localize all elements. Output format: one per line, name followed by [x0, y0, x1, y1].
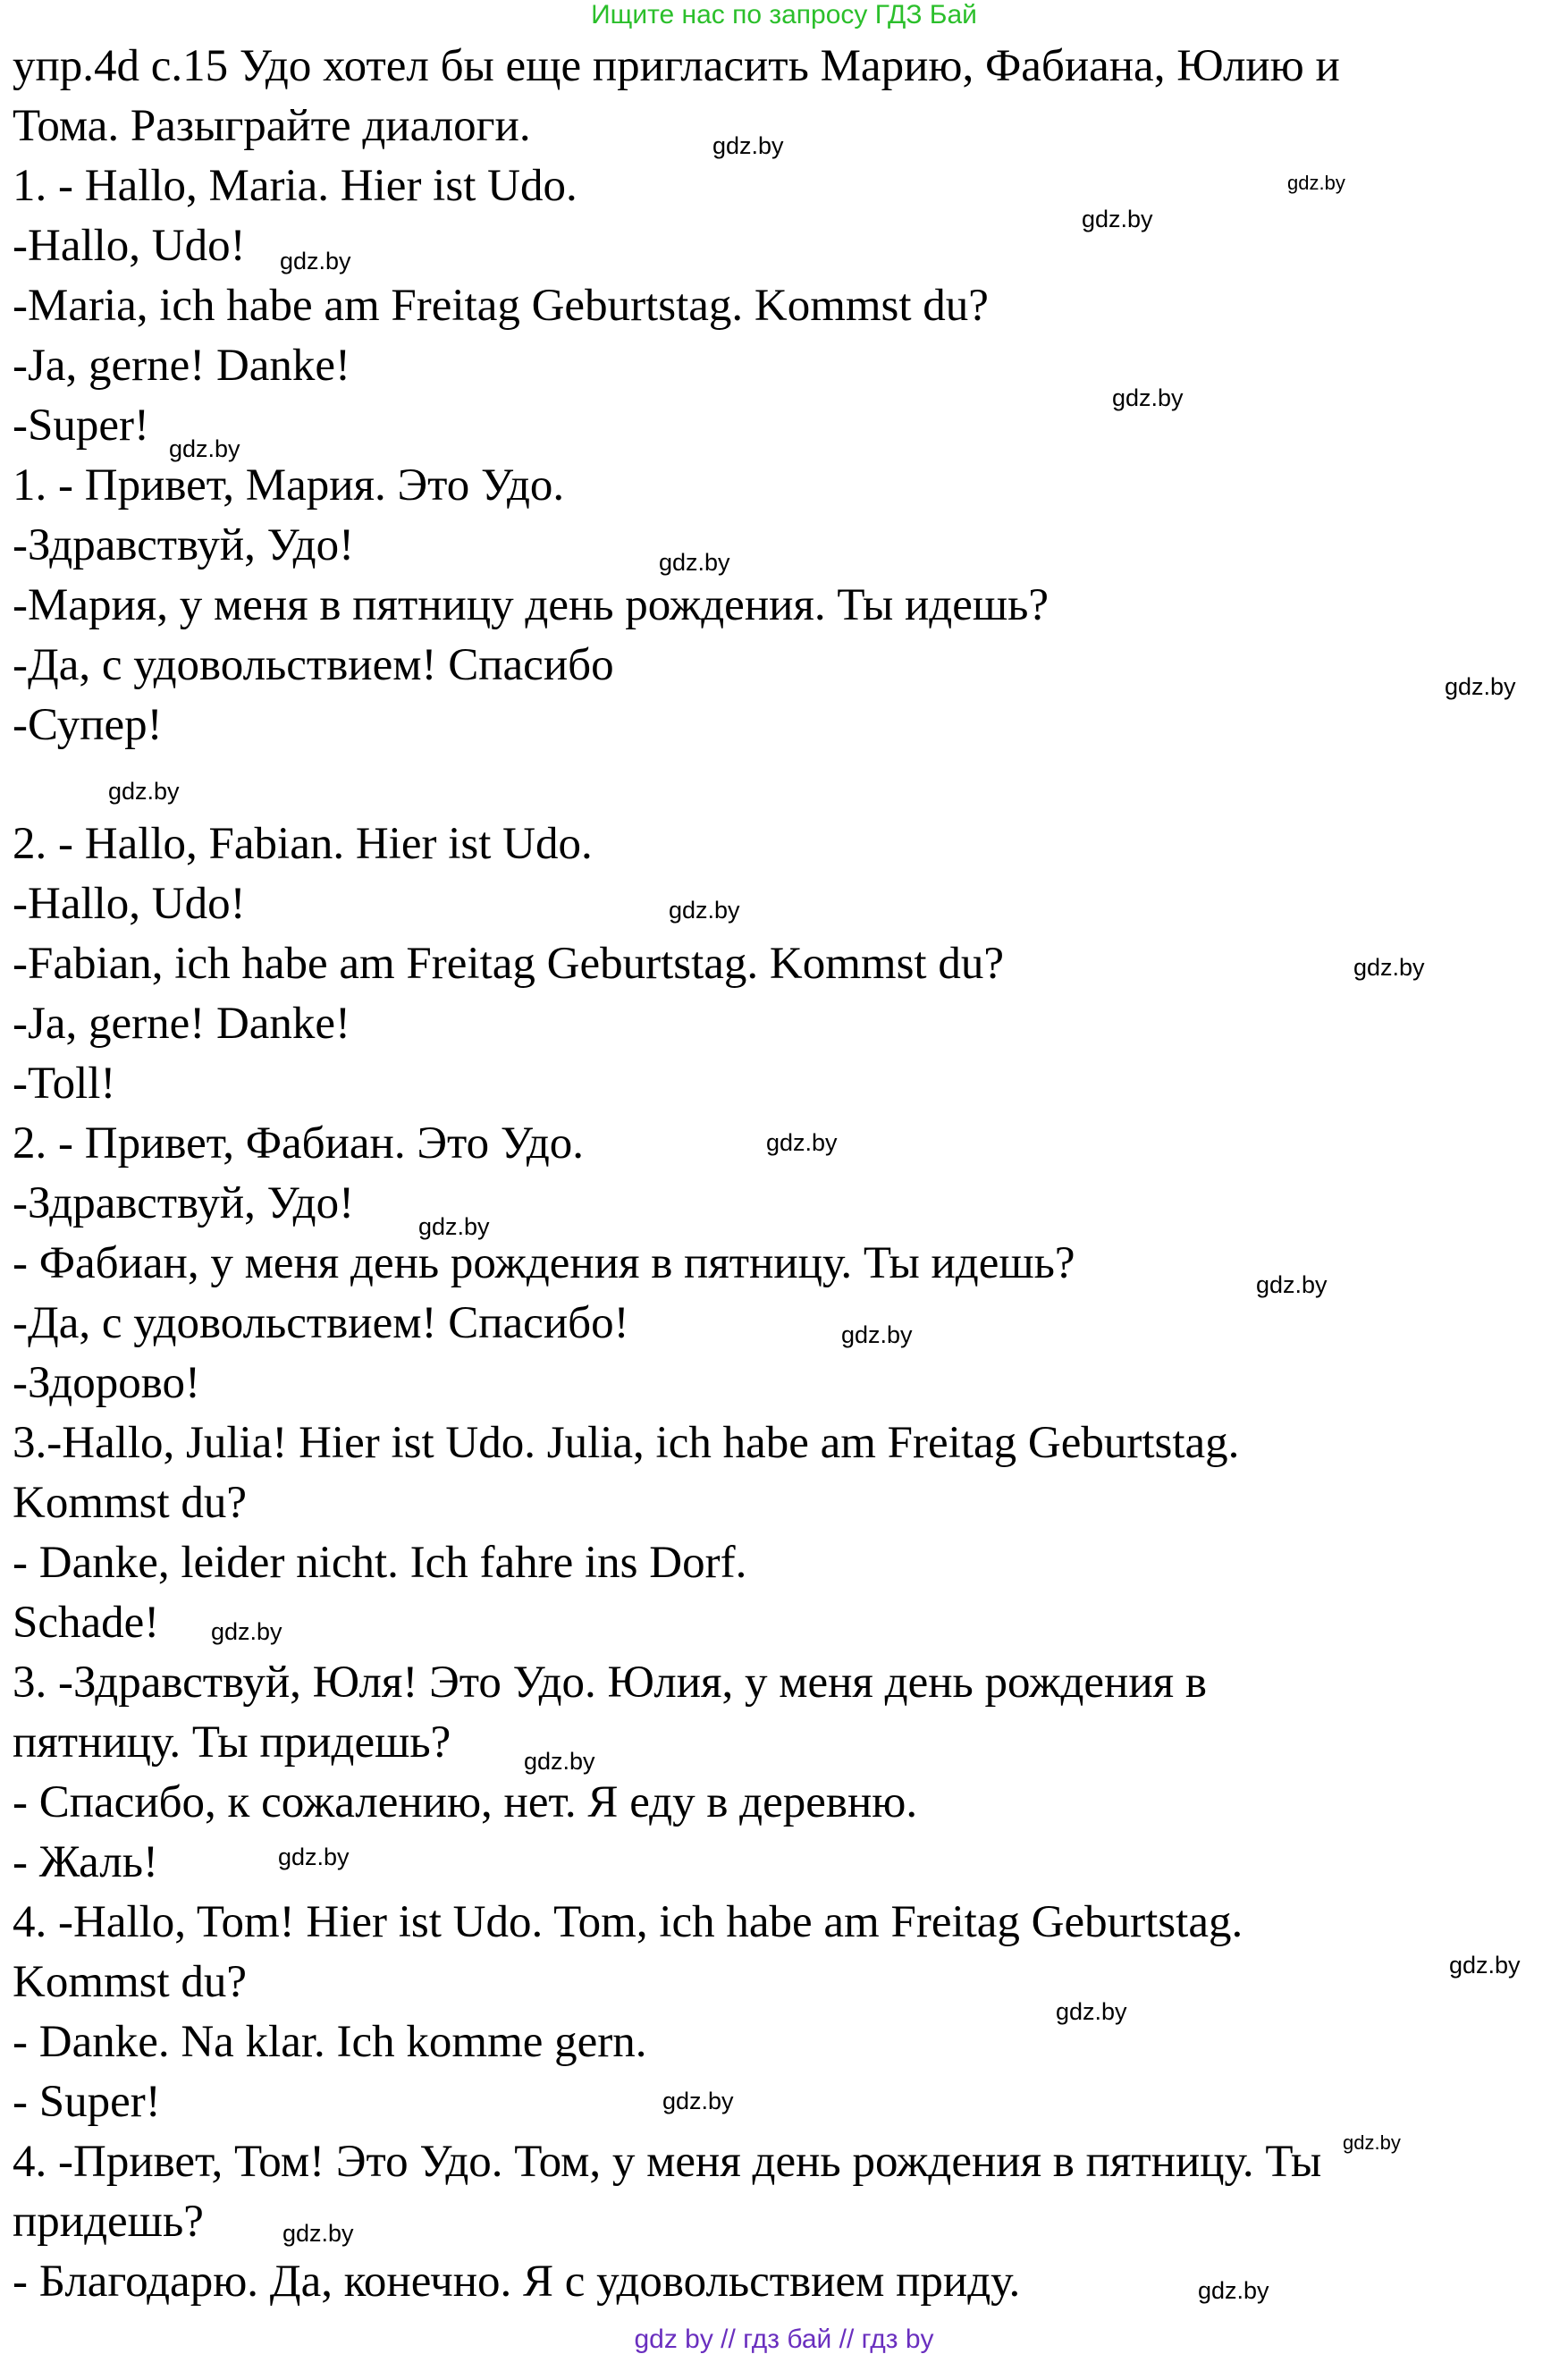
text-line: 1. - Привет, Мария. Это Удо.: [13, 460, 565, 510]
watermark: gdz.by: [841, 1321, 913, 1348]
watermark: gdz.by: [1082, 206, 1153, 232]
text-line: -Мария, у меня в пятницу день рождения. Ты идешь?: [13, 580, 1050, 630]
text-line: -Супер!: [13, 700, 163, 750]
text-line: -Maria, ich habe am Freitag Geburtstag. Kommst du?: [13, 281, 989, 331]
watermark: gdz.by: [669, 897, 740, 924]
text-line: 2. - Привет, Фабиан. Это Удо.: [13, 1118, 585, 1169]
watermark: gdz.by: [1256, 1271, 1328, 1298]
text-line: -Ja, gerne! Danke!: [13, 999, 351, 1049]
text-line: -Да, с удовольствием! Спасибо!: [13, 1298, 629, 1348]
text-line: -Hallo, Udo!: [13, 879, 246, 929]
watermark: gdz.by: [1198, 2277, 1269, 2304]
watermark: gdz.by: [1343, 2131, 1401, 2154]
text-line: - Жаль!: [13, 1837, 158, 1887]
watermark: gdz.by: [1056, 1998, 1127, 2025]
text-line: упр.4d с.15 Удо хотел бы еще пригласить Марию, Фабиана, Юлию и: [13, 41, 1340, 91]
watermark: gdz.by: [169, 435, 240, 462]
text-line: - Danke, leider nicht. Ich fahre ins Dorf.: [13, 1538, 747, 1588]
watermark: gdz.by: [278, 1844, 350, 1870]
text-line: 3. -Здравствуй, Юля! Это Удо. Юлия, у меня день рождения в: [13, 1658, 1207, 1708]
watermark: gdz.by: [1353, 954, 1425, 981]
text-line: пятницу. Ты придешь?: [13, 1717, 451, 1768]
text-line: -Здорово!: [13, 1358, 200, 1408]
text-line: 1. - Hallo, Maria. Hier ist Udo.: [13, 161, 577, 211]
text-line: - Благодарю. Да, конечно. Я с удовольствием приду.: [13, 2257, 1021, 2307]
text-line: - Super!: [13, 2077, 161, 2127]
watermark: gdz.by: [766, 1129, 838, 1156]
watermark: gdz.by: [1449, 1952, 1521, 1979]
watermark: gdz.by: [282, 2220, 354, 2247]
watermark: gdz.by: [1445, 673, 1516, 700]
text-line: Kommst du?: [13, 1478, 248, 1528]
watermark: gdz.by: [659, 549, 730, 576]
watermark: gdz.by: [662, 2088, 734, 2114]
watermark: gdz.by: [280, 248, 351, 274]
text-line: Тома. Разыграйте диалоги.: [13, 101, 531, 151]
text-line: -Fabian, ich habe am Freitag Geburtstag. Kommst du?: [13, 939, 1004, 989]
text-line: Kommst du?: [13, 1957, 248, 2007]
text-line: - Danke. Na klar. Ich komme gern.: [13, 2017, 647, 2067]
watermark: gdz.by: [1112, 384, 1184, 411]
text-line: Schade!: [13, 1598, 160, 1648]
watermark: gdz.by: [712, 132, 784, 159]
watermark: gdz.by: [108, 778, 180, 805]
text-line: -Hallo, Udo!: [13, 221, 246, 271]
text-line: -Здравствуй, Удо!: [13, 1178, 355, 1228]
text-line: 4. -Привет, Том! Это Удо. Том, у меня день рождения в пятницу. Ты: [13, 2137, 1322, 2187]
page-footer[interactable]: gdz by // гдз бай // гдз by: [634, 2325, 934, 2354]
watermark: gdz.by: [524, 1748, 595, 1775]
text-line: -Ja, gerne! Danke!: [13, 341, 351, 391]
text-line: -Toll!: [13, 1059, 116, 1109]
watermark: gdz.by: [1287, 172, 1345, 194]
watermark: gdz.by: [418, 1213, 490, 1240]
text-line: придешь?: [13, 2197, 204, 2247]
text-line: 3.-Hallo, Julia! Hier ist Udo. Julia, ich habe am Freitag Geburtstag.: [13, 1418, 1240, 1468]
watermark: gdz.by: [211, 1618, 282, 1645]
text-line: - Спасибо, к сожалению, нет. Я еду в деревню.: [13, 1777, 918, 1827]
text-line: -Здравствуй, Удо!: [13, 520, 355, 570]
page-header[interactable]: Ищите нас по запросу ГДЗ Бай: [591, 0, 977, 30]
text-line: -Да, с удовольствием! Спасибо: [13, 640, 614, 690]
text-line: 4. -Hallo, Tom! Hier ist Udo. Tom, ich habe am Freitag Geburtstag.: [13, 1897, 1243, 1947]
text-line: 2. - Hallo, Fabian. Hier ist Udo.: [13, 819, 593, 869]
text-line: -Super!: [13, 401, 149, 451]
text-line: - Фабиан, у меня день рождения в пятницу. Ты идешь?: [13, 1238, 1075, 1288]
